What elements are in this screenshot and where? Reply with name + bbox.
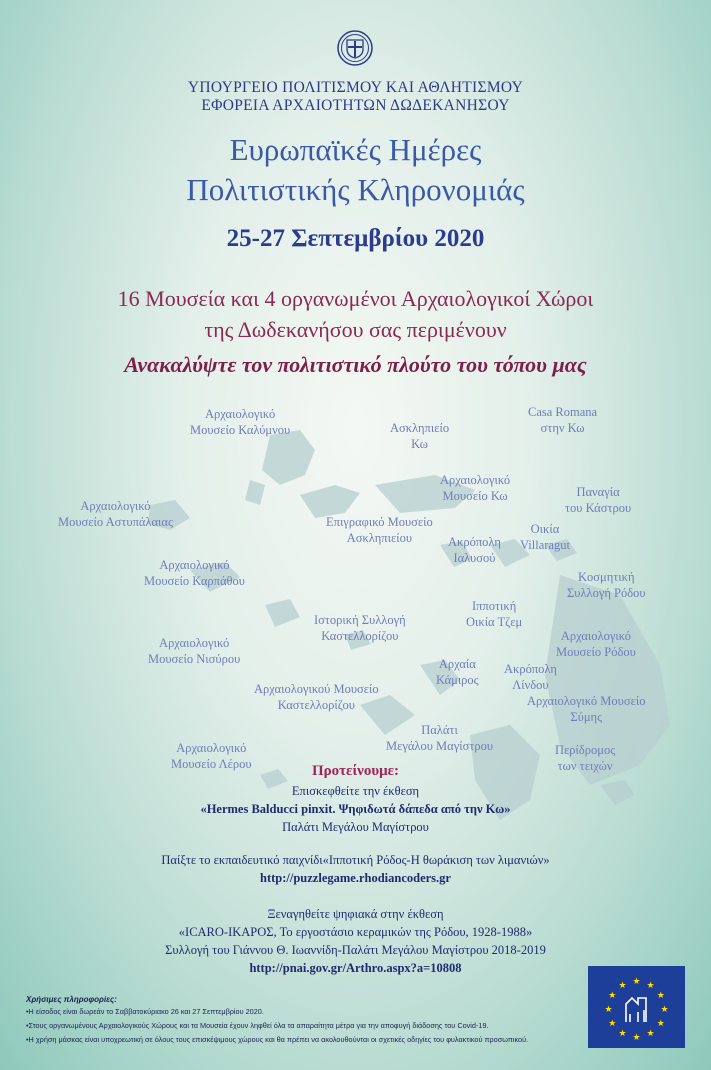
map-label: Αρχαιολογικό Μουσείο Σύμης [527, 694, 646, 724]
star-icon: ★ [656, 990, 665, 1000]
ministry-name: ΥΠΟΥΡΓΕΙΟ ΠΟΛΙΤΙΣΜΟΥ ΚΑΙ ΑΘΛΗΤΙΣΜΟΥ [187, 79, 524, 96]
info-heading: Χρήσιμες πληροφορίες: [26, 995, 117, 1004]
tour-link[interactable]: http://pnai.gov.gr/Arthro.aspx?a=10808 [249, 961, 462, 975]
star-icon: ★ [656, 1018, 665, 1028]
star-icon: ★ [608, 990, 617, 1000]
map-label: Αρχαία Κάμιρος [436, 657, 479, 687]
star-icon: ★ [604, 1004, 613, 1014]
hellenic-emblem-icon [335, 28, 375, 68]
map-label: Ιστορική Συλλογή Καστελλορίζου [314, 613, 406, 643]
map-label: Παλάτι Μεγάλου Μαγίστρου [386, 723, 494, 753]
map-label: Αρχαιολογικό Μουσείο Ρόδου [556, 629, 636, 659]
star-icon: ★ [618, 979, 627, 990]
recommend-line-1: Επισκεφθείτε την έκθεση [291, 784, 420, 798]
map-label: Ιπποτική Οικία Τζεμ [466, 599, 523, 629]
map-label: Αρχαιολογικό Μουσείο Νισύρου [148, 636, 241, 666]
event-dates: 25-27 Σεπτεμβρίου 2020 [226, 225, 485, 252]
tour-exhibition-title: «ICARO-ΙΚΑΡΟΣ, Το εργοστάσιο κεραμικών της Ρόδου, 1928-1988» [178, 925, 533, 939]
subtitle-line-2: της Δωδεκανήσου σας περιμένουν [204, 317, 507, 342]
map-label: Επιγραφικό Μουσείο Ασκληπιείου [326, 515, 433, 545]
map-label: Casa Romana στην Κω [528, 405, 598, 435]
info-item: •Η είσοδος είναι δωρεάν το Σαββατοκύριακο 26 και 27 Σεπτεμβρίου 2020. [26, 1007, 264, 1016]
title-line-1: Ευρωπαϊκές Ημέρες [229, 132, 482, 167]
star-icon: ★ [646, 979, 655, 990]
game-invitation: Παίξτε το εκπαιδευτικό παιχνίδι«Ιπποτική Ρόδος-Η θωράκιση των λιμανιών» [161, 853, 550, 867]
star-icon: ★ [632, 1032, 641, 1042]
subtitle-line-1: 16 Μουσεία και 4 οργανωμένοι Αρχαιολογικοί Χώροι [117, 286, 594, 311]
exhibition-title: «Hermes Balducci pinxit. Ψηφιδωτά δάπεδα από την Κω» [200, 802, 511, 816]
star-icon: ★ [646, 1028, 655, 1039]
map-label: Αρχαιολογικό Μουσείο Καλύμνου [190, 407, 291, 437]
title-line-2: Πολιτιστικής Κληρονομιάς [186, 172, 525, 207]
tour-collection: Συλλογή του Γιάννου Θ. Ιωαννίδη-Παλάτι Μεγάλου Μαγίστρου 2018-2019 [165, 943, 546, 957]
map-label: Αρχαιολογικού Μουσείο Καστελλορίζου [254, 682, 379, 712]
european-heritage-days-logo [588, 966, 685, 1048]
slogan: Ανακαλύψτε τον πολιτιστικό πλούτο του τόπου μας [124, 352, 587, 377]
map-label: Αρχαιολογικό Μουσείο Καρπάθου [144, 558, 245, 588]
map-label: Αρχαιολογικό Μουσείο Λέρου [171, 741, 252, 771]
info-item: •Η χρήση μάσκας είναι υποχρεωτική σε όλους τους επισκέψιμους χώρους και θα πρέπει να ακολουθούνται οι σχετικές οδηγίες του φυλακτικού προσωπικού. [26, 1035, 529, 1044]
map-label: Ασκληπιείο Κω [390, 421, 450, 451]
map-label: Περίδρομος των τειχών [555, 743, 616, 773]
map-label: Οικία Villaragut [520, 522, 570, 552]
map-label: Ακρόπολη Ιαλυσού [448, 535, 501, 565]
map-label: Αρχαιολογικό Μουσείο Αστυπάλαιας [58, 499, 173, 529]
map-label: Ακρόπολη Λίνδου [504, 662, 557, 692]
star-icon: ★ [618, 1028, 627, 1039]
star-icon: ★ [660, 1004, 669, 1014]
game-link[interactable]: http://puzzlegame.rhodiancoders.gr [260, 871, 451, 885]
map-label: Κοσμητική Συλλογή Ρόδου [567, 570, 646, 600]
info-item: •Στους οργανωμένους Αρχαιολογικούς Χώρους και τα Μουσεία έχουν ληφθεί όλα τα απαραίτητα μέτρα για την αποφυγή διάδοσης του Covid-19. [26, 1021, 489, 1030]
map-label: Παναγία του Κάστρου [565, 485, 632, 515]
ephorate-name: ΕΦΟΡΕΙΑ ΑΡΧΑΙΟΤΗΤΩΝ ΔΩΔΕΚΑΝΗΣΟΥ [201, 97, 510, 114]
map-label: Αρχαιολογικό Μουσείο Κω [440, 473, 511, 503]
star-icon: ★ [632, 976, 641, 986]
exhibition-venue: Παλάτι Μεγάλου Μαγίστρου [282, 820, 429, 834]
recommend-heading: Προτείνουμε: [311, 763, 400, 779]
tour-invitation: Ξεναγηθείτε ψηφιακά στην έκθεση [267, 907, 444, 921]
star-icon: ★ [608, 1018, 617, 1028]
